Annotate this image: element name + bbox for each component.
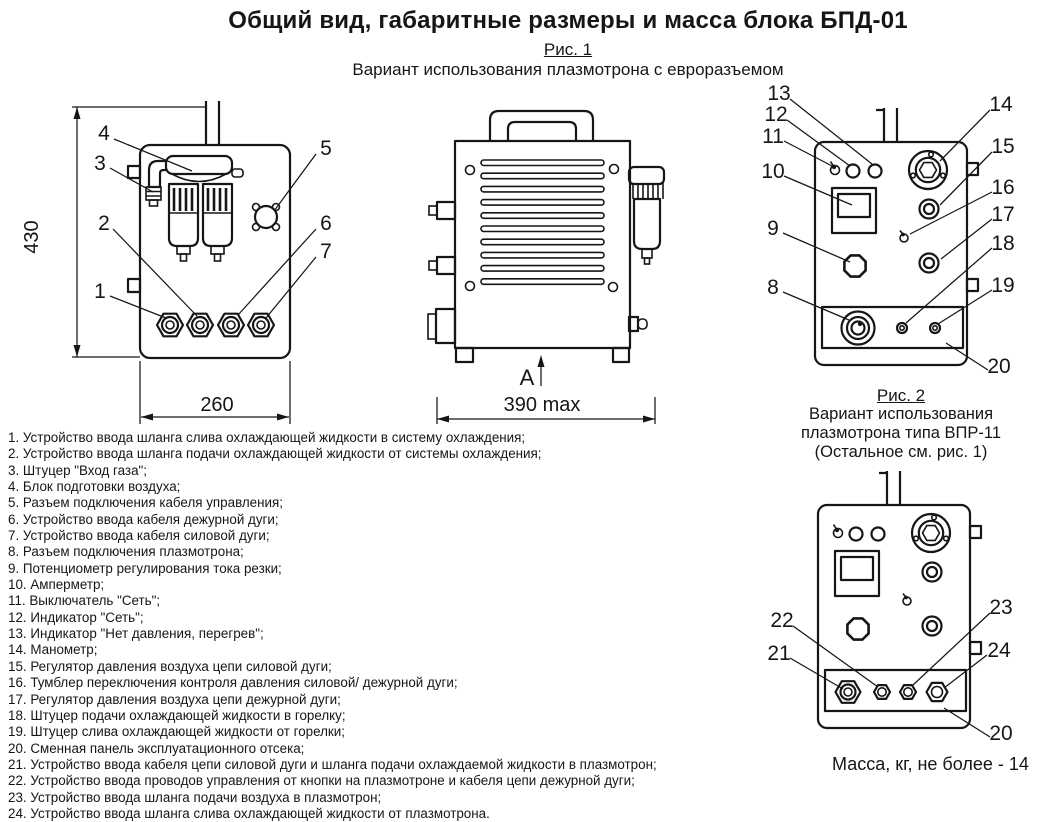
cable-gland xyxy=(248,314,274,337)
legend-item: 5. Разъем подключения кабеля управления; xyxy=(8,495,283,511)
legend-item: 4. Блок подготовки воздуха; xyxy=(8,479,181,495)
side-lugs xyxy=(429,202,455,274)
legend-item: 16. Тумблер переключения контроля давления силовой/ дежурной дуги; xyxy=(8,675,458,691)
fig1-caption: Вариант использования плазмотрона с евроразъемом xyxy=(352,60,784,79)
callout-2: 2 xyxy=(98,212,110,235)
gas-inlet-fitting xyxy=(146,161,166,206)
legend-item: 18. Штуцер подачи охлаждающей жидкости в горелку; xyxy=(8,707,346,723)
coolant-return-fitting xyxy=(930,323,940,333)
vent-louvers xyxy=(481,160,604,284)
gland-control-wires xyxy=(874,685,890,699)
fig2-caption-line2: плазмотрона типа ВПР-11 xyxy=(800,424,1002,442)
cable-gland xyxy=(157,314,183,337)
callout-leaders xyxy=(790,613,990,737)
vent-pipe xyxy=(206,101,219,145)
air-preparation-unit xyxy=(146,156,243,261)
callout-19: 19 xyxy=(991,274,1015,297)
filter-bowl xyxy=(203,184,232,261)
callout-20b: 20 xyxy=(989,722,1013,745)
page-title: Общий вид, габаритные размеры и масса блока БПД-01 xyxy=(228,7,908,34)
legend-item: 7. Устройство ввода кабеля силовой дуги; xyxy=(8,528,270,544)
air-filter-side xyxy=(629,167,664,264)
legend-item: 20. Сменная панель эксплуатационного отсека; xyxy=(8,740,305,756)
control-cable-connector xyxy=(253,204,280,231)
panel-screws xyxy=(466,165,619,292)
callout-4: 4 xyxy=(98,122,110,145)
legend-item: 15. Регулятор давления воздуха цепи силовой дуги; xyxy=(8,658,332,674)
legend-item: 22. Устройство ввода проводов управления от кнопки на плазмотроне и кабеля цепи дежурной дуги; xyxy=(8,773,635,789)
callout-1: 1 xyxy=(94,280,106,303)
view-a-label: A xyxy=(519,365,535,390)
dim-260-label: 260 xyxy=(200,394,234,416)
callout-10: 10 xyxy=(761,160,785,183)
callout-11: 11 xyxy=(762,125,784,148)
callout-22: 22 xyxy=(770,609,794,632)
dim-430-label: 430 xyxy=(21,220,43,254)
fig2-caption-line1: Вариант использования xyxy=(808,405,994,423)
callout-7: 7 xyxy=(320,240,332,263)
legend-item: 11. Выключатель "Сеть"; xyxy=(8,593,161,609)
legend-item: 3. Штуцер "Вход газа"; xyxy=(8,462,147,478)
fig1-label: Рис. 1 xyxy=(543,40,593,59)
legend-item: 8. Разъем подключения плазмотрона; xyxy=(8,544,244,560)
foot xyxy=(613,348,629,362)
callout-17: 17 xyxy=(991,203,1015,226)
cable-gland xyxy=(187,314,213,337)
gland-air-hose xyxy=(900,685,916,699)
callout-20: 20 xyxy=(987,355,1011,378)
callout-16: 16 xyxy=(991,176,1015,199)
side-tab xyxy=(128,279,140,292)
legend-item: 10. Амперметр; xyxy=(8,577,105,593)
legend-item: 1. Устройство ввода шланга слива охлаждающей жидкости в систему охлаждения; xyxy=(8,430,526,445)
legend-item: 24. Устройство ввода шланга слива охлаждающей жидкости от плазмотрона. xyxy=(8,805,490,821)
fig1-panel-view xyxy=(761,82,1014,378)
dimension-depth xyxy=(437,394,655,424)
callout-24: 24 xyxy=(987,639,1011,662)
legend-item: 21. Устройство ввода кабеля цепи силовой дуги и шланга подачи охлаждаемой жидкости в плазмотрон; xyxy=(8,756,657,772)
legend-item: 9. Потенциометр регулирования тока резки; xyxy=(8,560,282,576)
outlet-stub xyxy=(232,169,243,177)
rear-stub xyxy=(629,317,647,331)
fig2-panel-view xyxy=(767,471,1012,745)
fig2-caption-block xyxy=(770,387,1032,462)
gland-power-coolant xyxy=(836,681,861,703)
callout-21: 21 xyxy=(767,642,791,665)
callout-9: 9 xyxy=(767,217,779,240)
callout-13: 13 xyxy=(767,82,791,105)
callout-3: 3 xyxy=(94,152,106,175)
torch-connector-side xyxy=(428,309,455,343)
dim-390-label: 390 max xyxy=(503,394,581,416)
callout-23: 23 xyxy=(989,596,1013,619)
fig2-caption-line3: (Остальное см. рис. 1) xyxy=(814,443,988,461)
control-panel-cabinet xyxy=(818,471,981,728)
callout-12: 12 xyxy=(764,103,788,126)
legend-item: 6. Устройство ввода кабеля дежурной дуги; xyxy=(8,511,279,527)
fig1-side-view xyxy=(428,111,664,424)
foot xyxy=(456,348,473,362)
callout-14: 14 xyxy=(989,93,1013,116)
legend-item: 12. Индикатор "Сеть"; xyxy=(8,609,144,625)
legend-item: 19. Штуцер слива охлаждающей жидкости от горелки; xyxy=(8,724,345,740)
gland-coolant-return xyxy=(927,683,948,701)
carry-handle xyxy=(490,111,593,141)
callout-6: 6 xyxy=(320,212,332,235)
legend-item: 23. Устройство ввода шланга подачи воздуха в плазмотрон; xyxy=(8,789,382,805)
coolant-supply-fitting xyxy=(897,323,907,333)
legend-item: 13. Индикатор "Нет давления, перегрев"; xyxy=(8,626,264,642)
fig1-front-view xyxy=(21,101,332,424)
side-tab xyxy=(128,166,140,178)
cable-gland xyxy=(218,314,244,337)
fig2-label: Рис. 2 xyxy=(876,386,926,405)
callout-5: 5 xyxy=(320,137,332,160)
parts-legend xyxy=(8,430,728,822)
torch-connector xyxy=(842,312,875,345)
legend-item: 14. Манометр; xyxy=(8,642,98,658)
filter-bowl xyxy=(169,184,198,261)
mass-note: Масса, кг, не более - 14 xyxy=(832,754,1029,774)
callout-8: 8 xyxy=(767,276,779,299)
callout-15: 15 xyxy=(991,135,1015,158)
legend-item: 17. Регулятор давления воздуха цепи дежурной дуги; xyxy=(8,691,341,707)
legend-item: 2. Устройство ввода шланга подачи охлаждающей жидкости от системы охлаждения; xyxy=(8,446,542,462)
dimension-width xyxy=(140,361,290,424)
callout-18: 18 xyxy=(991,232,1015,255)
view-arrow-A xyxy=(520,355,545,390)
